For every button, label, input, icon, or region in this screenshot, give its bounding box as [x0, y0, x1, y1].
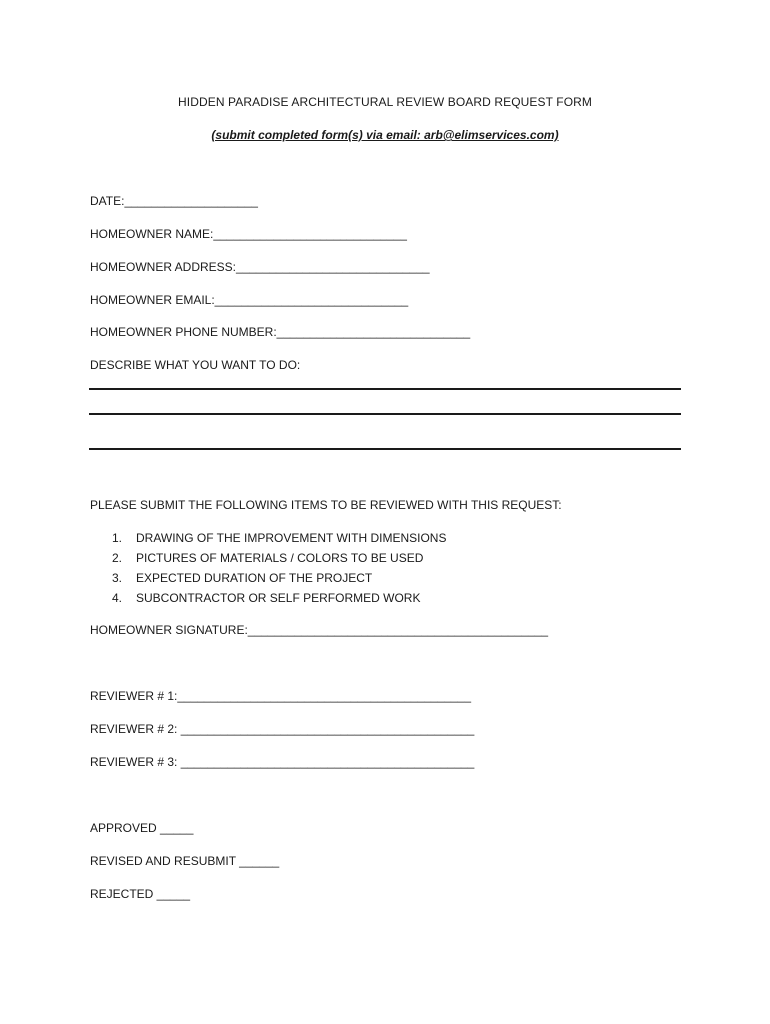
revised-resubmit-field[interactable]: REVISED AND RESUBMIT ______	[90, 854, 280, 868]
list-item	[112, 571, 446, 591]
describe-rule-2[interactable]	[89, 413, 681, 415]
describe-rule-3[interactable]	[89, 448, 681, 450]
rejected-field[interactable]: REJECTED _____	[90, 887, 191, 901]
reviewer-1-field[interactable]: REVIEWER # 1:____________________________________________	[90, 689, 472, 703]
list-item-text: PICTURES OF MATERIALS / COLORS TO BE USED	[136, 551, 424, 565]
list-item	[112, 551, 446, 571]
list-item	[112, 531, 446, 551]
list-item-number: 4.	[112, 591, 123, 605]
homeowner-phone-field[interactable]: HOMEOWNER PHONE NUMBER:_____________________________	[90, 325, 471, 339]
submit-instructions: PLEASE SUBMIT THE FOLLOWING ITEMS TO BE REVIEWED WITH THIS REQUEST:	[90, 498, 562, 512]
homeowner-email-field[interactable]: HOMEOWNER EMAIL:_____________________________	[90, 293, 409, 307]
describe-label: DESCRIBE WHAT YOU WANT TO DO:	[90, 358, 301, 372]
form-title: HIDDEN PARADISE ARCHITECTURAL REVIEW BOARD REQUEST FORM	[178, 95, 592, 109]
list-item-number: 3.	[112, 571, 123, 585]
list-item-text: EXPECTED DURATION OF THE PROJECT	[136, 571, 373, 585]
form-subtitle: (submit completed form(s) via email: arb@elimservices.com)	[211, 128, 559, 142]
reviewer-3-field[interactable]: REVIEWER # 3: ____________________________________________	[90, 755, 475, 769]
approved-field[interactable]: APPROVED _____	[90, 821, 194, 835]
reviewer-2-field[interactable]: REVIEWER # 2: ____________________________________________	[90, 722, 475, 736]
required-items-list	[112, 531, 446, 611]
list-item-number: 2.	[112, 551, 123, 565]
list-item-text: SUBCONTRACTOR OR SELF PERFORMED WORK	[136, 591, 421, 605]
homeowner-address-field[interactable]: HOMEOWNER ADDRESS:_____________________________	[90, 260, 430, 274]
list-item	[112, 591, 446, 611]
describe-rule-1[interactable]	[89, 388, 681, 390]
homeowner-name-field[interactable]: HOMEOWNER NAME:_____________________________	[90, 227, 407, 241]
list-item-text: DRAWING OF THE IMPROVEMENT WITH DIMENSIONS	[136, 531, 447, 545]
homeowner-signature-field[interactable]: HOMEOWNER SIGNATURE:_____________________________________________	[90, 623, 549, 637]
date-field[interactable]: DATE:____________________	[90, 194, 258, 208]
list-item-number: 1.	[112, 531, 123, 545]
